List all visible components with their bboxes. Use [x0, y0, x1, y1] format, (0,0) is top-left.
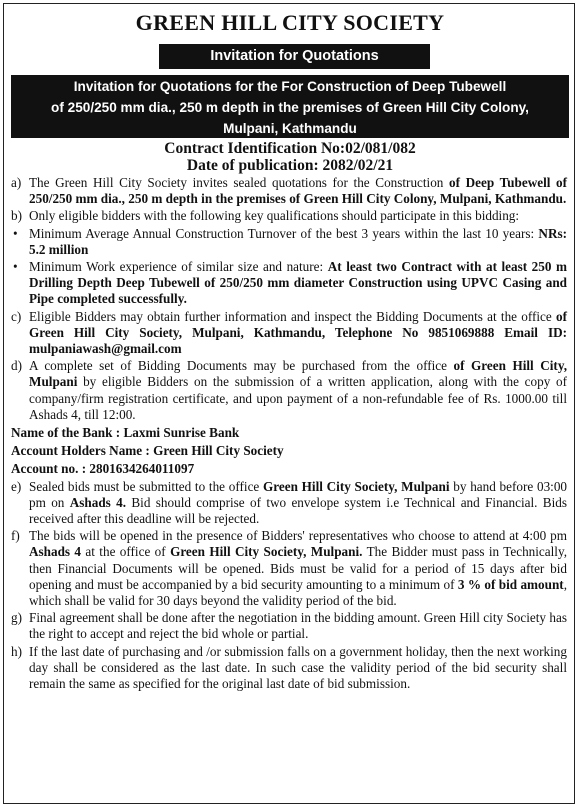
bullet-experience	[11, 259, 567, 308]
society-title: GREEN HILL CITY SOCIETY	[135, 10, 445, 35]
banner-line-3: Mulpani, Kathmandu	[223, 121, 357, 136]
para-c	[11, 309, 567, 358]
para-label: b)	[11, 208, 22, 224]
publication-date: Date of publication: 2082/02/21	[186, 157, 394, 174]
para-label: f)	[11, 528, 20, 544]
contract-id: Contract Identification No:02/081/082	[164, 140, 416, 157]
para-bold: of Green Hill City Society, Mulpani, Kathmandu, Telephone No 9851069888 Email ID: mulpaniawash@gmail.com	[29, 308, 567, 357]
para-h	[11, 644, 567, 693]
para-label: a)	[11, 175, 22, 190]
para-bold: of Green Hill City, Mulpani	[29, 358, 567, 390]
bullet-bold: At least two Contract with at least 250 m Drilling Depth Deep Tubewell of 250/250 mm diameter Construction using UPVC Casing and Pipe completed successfully.	[29, 259, 567, 307]
para-bold: Ashads 4	[29, 544, 82, 560]
para-a	[11, 175, 567, 207]
para-label: d)	[11, 358, 22, 374]
para-bold-2: Green Hill City Society, Mulpani.	[170, 544, 363, 560]
para-f	[11, 528, 567, 609]
para-bold-2: Ashads 4.	[69, 494, 127, 510]
para-text-2: at the office of	[81, 544, 171, 560]
para-bold: of Deep Tubewell of 250/250 mm dia., 250 m depth in the premises of Green Hill City Colony, Mulpani, Kathmandu.	[29, 175, 568, 207]
para-label: h)	[11, 643, 22, 659]
para-text: Sealed bids must be submitted to the office	[29, 478, 264, 494]
banner-line-1: Invitation for Quotations for the For Construction of Deep Tubewell	[73, 79, 507, 94]
para-label: e)	[11, 478, 22, 494]
para-text: Final agreement shall be done after the negotiation in the bidding amount. Green Hill city Society has the right to accept and reject the bid whole or partial.	[29, 610, 567, 642]
para-text: If the last date of purchasing and /or submission falls on a government holiday, then the next working day shall be considered as the last date. In such case the validity period of the bid security shall remain the same as specified for the original last date of bid submission.	[29, 643, 567, 692]
bullet-text: Minimum Average Annual Construction Turnover of the best 3 years within the last 10 years:	[29, 225, 539, 241]
contract-block	[0, 140, 580, 174]
para-text: Only eligible bidders with the following key qualifications should participate in this bidding:	[29, 208, 520, 224]
subtitle-bar: Invitation for Quotations	[159, 44, 430, 69]
bullet-turnover	[11, 226, 567, 258]
bullet-icon: •	[13, 225, 18, 241]
para-text: The Green Hill City Society invites sealed quotations for the Construction	[29, 175, 450, 190]
para-label: c)	[11, 308, 22, 324]
para-d	[11, 358, 567, 423]
para-text-3: The Bidder must pass in Technically, then Financial Documents will be opened. Bids must be valid for a period of 15 days after bid opening and must be accompanied by a bid security amounting to a minimum of	[29, 544, 568, 592]
para-text: Eligible Bidders may obtain further information and inspect the Bidding Documents at the office	[29, 308, 556, 324]
para-g	[11, 610, 567, 642]
para-label: g)	[11, 610, 22, 626]
para-text-4: , which shall be valid for 30 days beyond the validity period of the bid.	[29, 576, 567, 609]
para-b	[11, 208, 567, 224]
para-bold: Green Hill City Society, Mulpani	[263, 478, 450, 494]
banner-line-2: of 250/250 mm dia., 250 m depth in the premises of Green Hill City Colony,	[51, 100, 529, 115]
account-number: Account no. : 2801634264011097	[11, 461, 195, 477]
notice-body	[11, 175, 567, 693]
banner	[11, 75, 569, 138]
para-text: The bids will be opened in the presence of Bidders' representatives who choose to attend at 4:00 pm	[29, 528, 567, 544]
para-text-3: Bid should comprise of two envelope system i.e Technical and Financial. Bids received after this deadline will be rejected.	[29, 494, 567, 527]
account-holder: Account Holders Name : Green Hill City Society	[11, 443, 284, 459]
bullet-bold: NRs: 5.2 million	[29, 225, 567, 257]
para-bold-3: 3 % of bid amount	[457, 576, 564, 592]
para-e	[11, 479, 567, 528]
para-text-2: by hand before 03:00 pm on	[29, 478, 568, 510]
bullet-text: Minimum Work experience of similar size and nature:	[29, 259, 328, 275]
para-text-2: by eligible Bidders on the submission of a written application, along with the copy of company/firm registration certificate, and upon payment of a non-refundable fee of Rs. 1000.00 till Ashads 4, till 12:00.	[29, 374, 567, 422]
bullet-icon: •	[13, 259, 18, 275]
para-text: A complete set of Bidding Documents may be purchased from the office	[29, 358, 454, 374]
bank-name: Name of the Bank : Laxmi Sunrise Bank	[11, 425, 240, 441]
